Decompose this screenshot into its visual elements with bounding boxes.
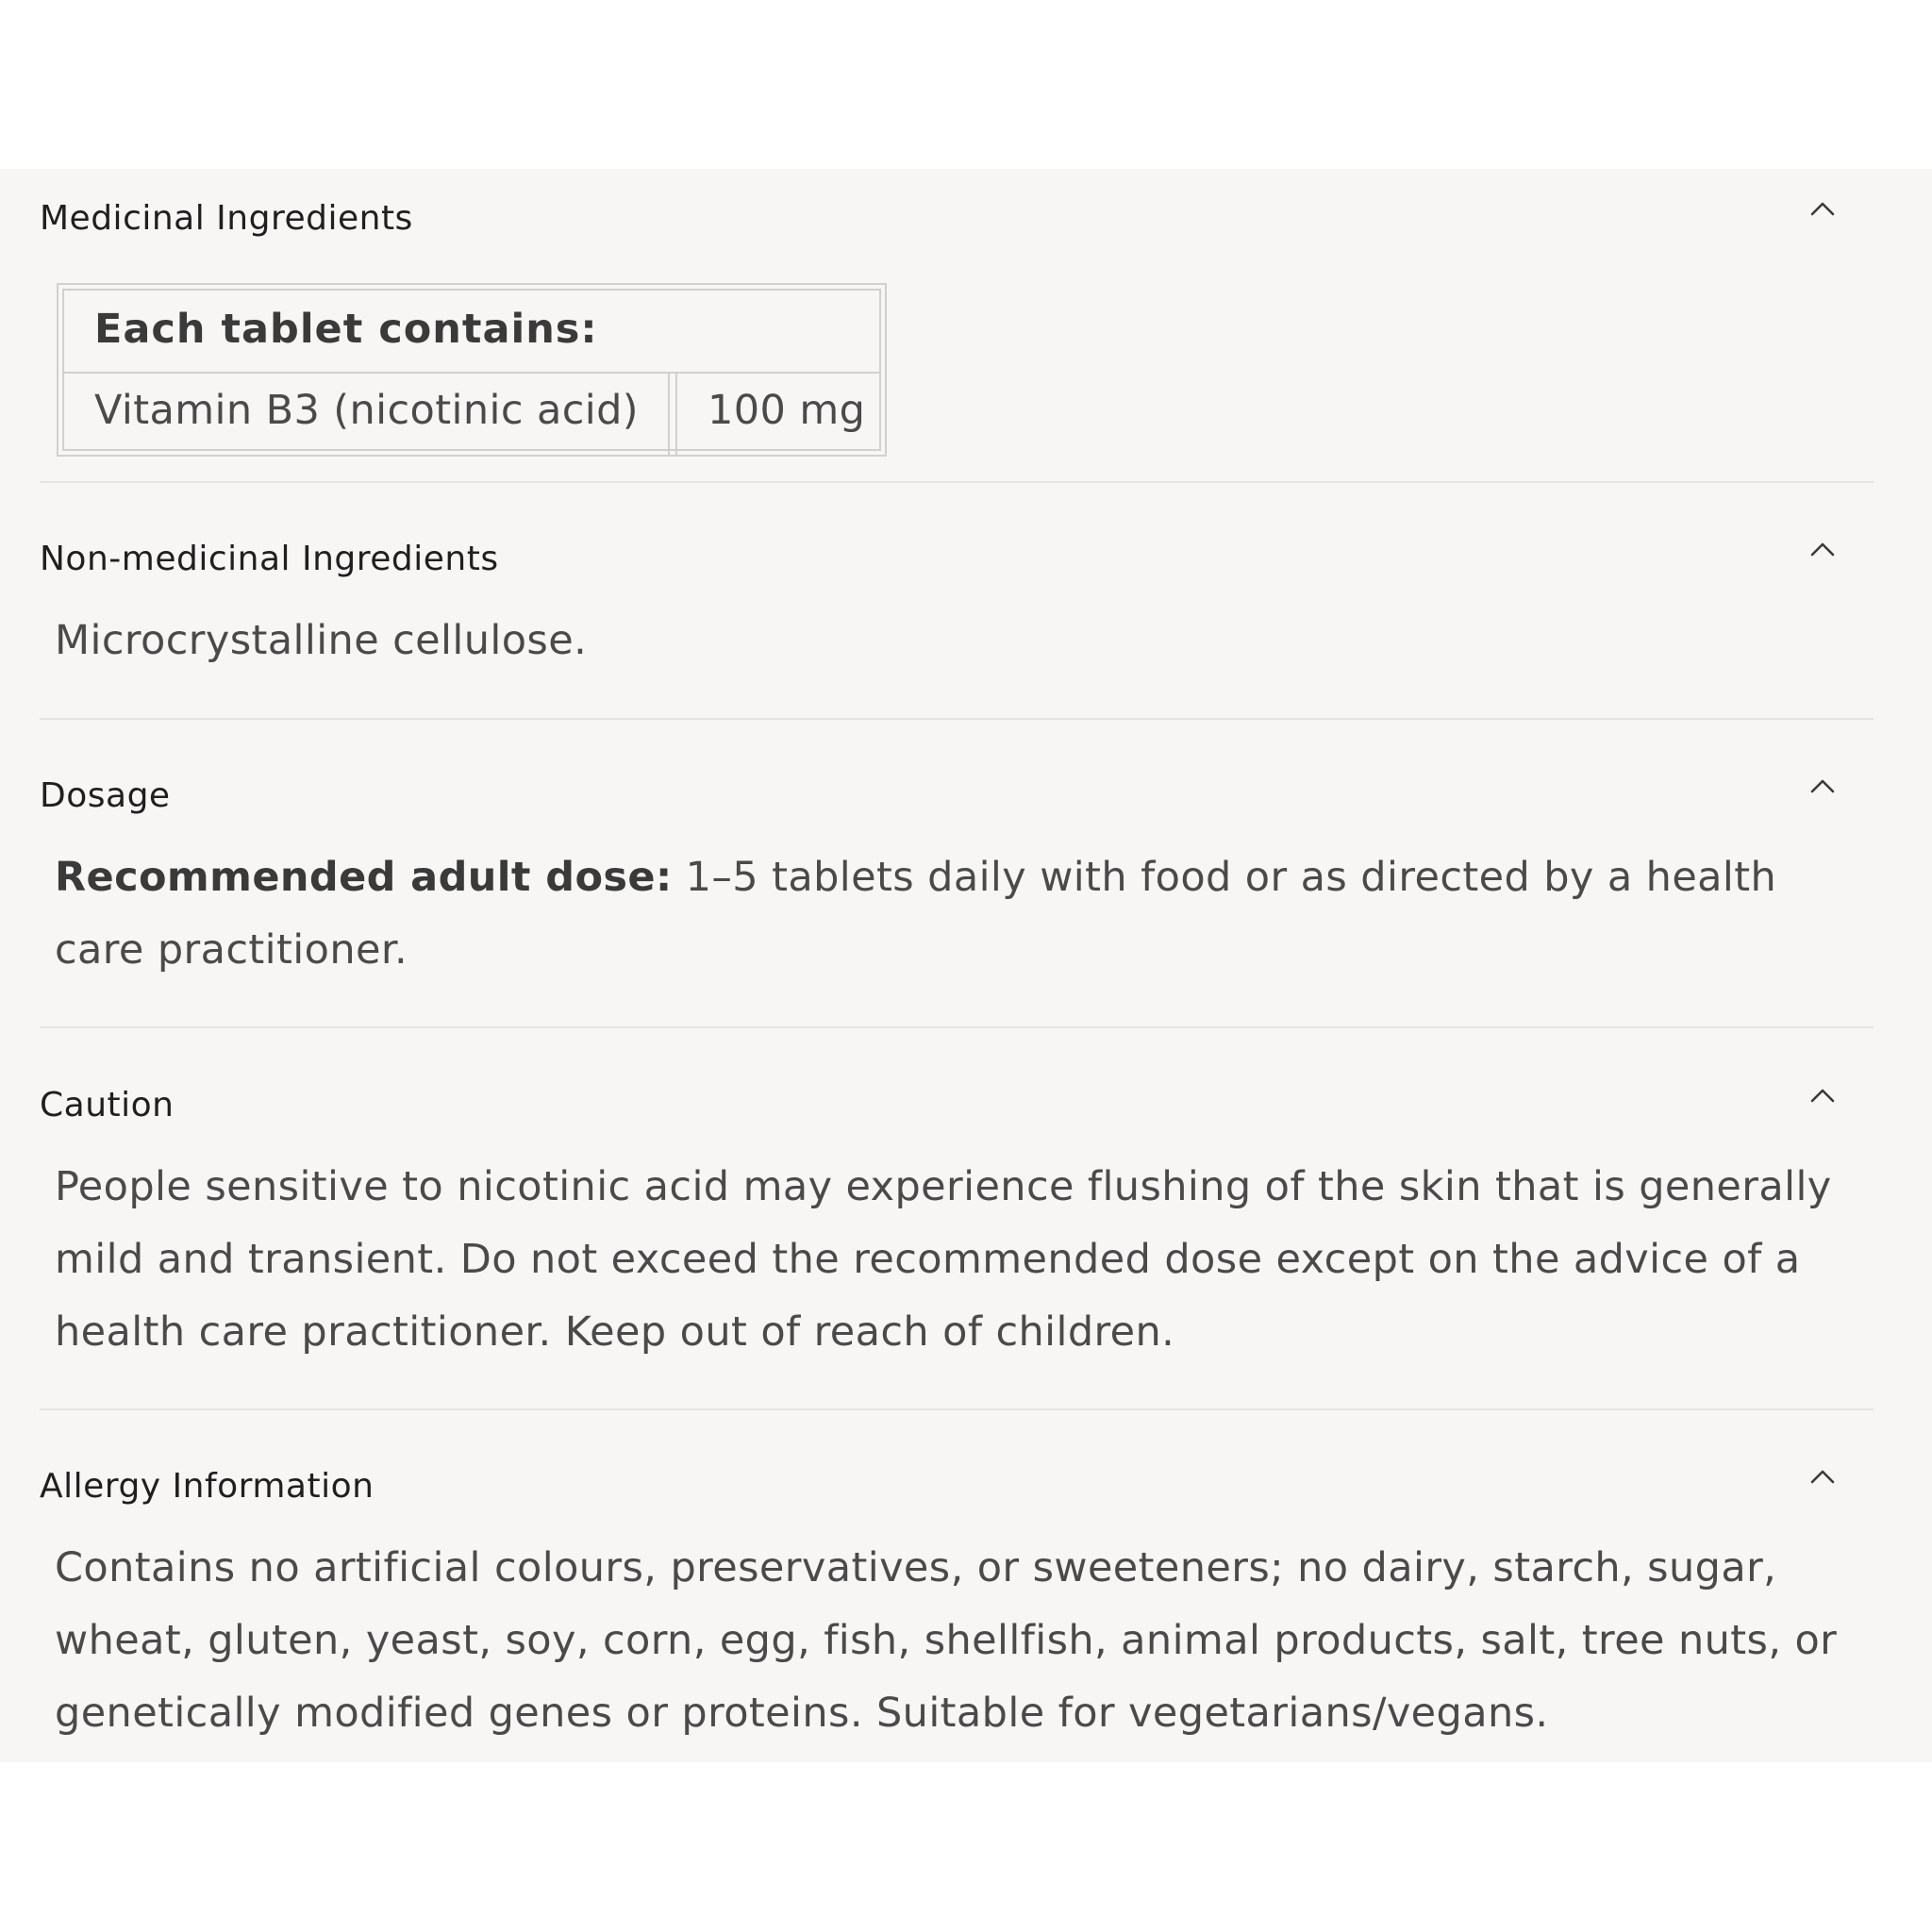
section-dosage [40, 763, 1874, 1008]
allergy-text: Contains no artificial colours, preservatives, or sweeteners; no dairy, starch, sugar, wheat, gluten, yeast, soy, corn, egg, fish, shellfish, animal products, salt, tree nuts, or genetically modified genes or proteins. Suitable for vegetarians/vegans. [55, 1544, 1838, 1737]
section-medicinal-ingredients [40, 186, 1874, 469]
chevron-up-icon[interactable] [1808, 199, 1837, 218]
ingredient-name-cell [64, 374, 670, 455]
ingredients-table-inner [62, 289, 881, 451]
divider [40, 481, 1874, 483]
divider [40, 1026, 1874, 1028]
section-title: Caution [40, 1086, 175, 1124]
section-header-allergy-information[interactable] [40, 1454, 1874, 1510]
divider [40, 718, 1874, 720]
product-details-accordion [0, 169, 1932, 1762]
section-header-medicinal-ingredients[interactable] [40, 186, 1874, 242]
chevron-up-icon[interactable] [1808, 776, 1837, 795]
dosage-text [55, 841, 1866, 987]
section-title: Dosage [40, 776, 171, 815]
section-header-dosage[interactable] [40, 763, 1874, 820]
ingredient-name: Vitamin B3 (nicotinic acid) [94, 387, 639, 434]
chevron-up-icon[interactable] [1808, 540, 1837, 558]
section-title: Allergy Information [40, 1467, 375, 1506]
non-medicinal-text: Microcrystalline cellulose. [55, 617, 588, 664]
section-title: Non-medicinal Ingredients [40, 540, 499, 578]
chevron-up-icon[interactable] [1808, 1467, 1837, 1486]
section-non-medicinal-ingredients [40, 526, 1874, 696]
dosage-label: Recommended adult dose: [55, 854, 673, 901]
ingredient-amount-cell [675, 374, 881, 455]
section-header-caution[interactable] [40, 1073, 1874, 1129]
ingredients-table-header [64, 291, 879, 374]
section-caution [40, 1073, 1874, 1393]
chevron-up-icon[interactable] [1808, 1086, 1837, 1105]
caution-text: People sensitive to nicotinic acid may experience flushing of the skin that is generally mild and transient. Do not exceed the recommended dose except on the advice of a health care practitioner. Keep out of reach of children. [55, 1163, 1832, 1356]
section-title: Medicinal Ingredients [40, 199, 413, 238]
table-header-label: Each tablet contains: [94, 306, 598, 353]
divider [40, 1408, 1874, 1410]
dosage-instructions: 1–5 tablets daily with food or as directed by a health care practitioner. [55, 854, 1777, 974]
ingredient-amount: 100 mg [708, 387, 866, 434]
ingredients-table [57, 283, 887, 457]
section-header-non-medicinal-ingredients[interactable] [40, 526, 1874, 583]
section-allergy-information [40, 1454, 1874, 1756]
